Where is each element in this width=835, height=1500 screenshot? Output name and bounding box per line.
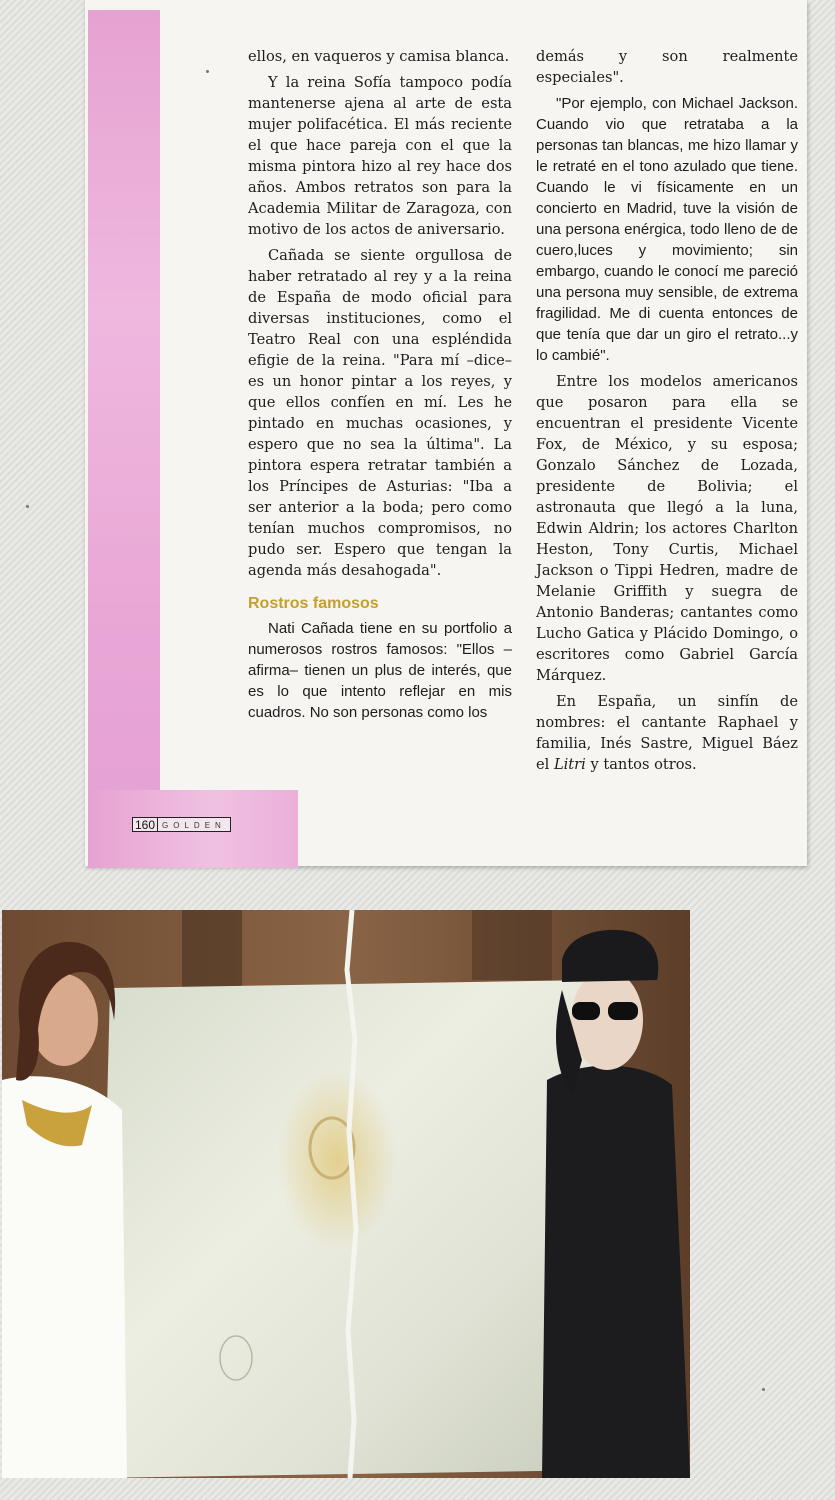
photo-painter-with-singer — [2, 910, 690, 1478]
dust-speck — [26, 505, 29, 508]
paragraph: Y la reina Sofía tampoco podía mantenerse ajena al arte de esta mujer polifacética. El más reciente el que hace pareja con el que la misma pintora hizo al rey hace dos años. Ambos retratos son para la Academia Militar de Zaragoza, con motivo de los actos de aniversario. — [248, 74, 512, 238]
text-run: y tantos otros. — [585, 756, 697, 773]
paragraph: Entre los modelos americanos que posaron para ella se encuentran el presidente Vicente Fox, de México, y su esposa; Gonzalo Sánchez de Lozada, presidente de Bolivia; el astronauta que llegó a la luna, Edwin Aldrin; los actores Charlton Heston, Tony Curtis, Michael Jackson o Tippi Hedren, madre de Melanie Griffith y suegra de Antonio Banderas; cantantes como Lucho Gatica y Plácido Domingo, o escritores como Gabriel García Márquez. — [536, 373, 798, 684]
page-folio — [132, 817, 231, 832]
magazine-name: GOLDEN — [157, 817, 231, 832]
paragraph: ellos, en vaqueros y camisa blanca. — [248, 48, 510, 65]
photo-illustration — [2, 910, 690, 1478]
paragraph: Cañada se siente orgullosa de haber retratado al rey y a la reina de España de modo oficial para diversas instituciones, como el Teatro Real con una espléndida efigie de la reina. "Para mí –dice– es un honor pintar a los reyes, y que ellos confíen en mí. Les he pintado en muchas ocasiones, y espero que no sea la última". La pintora espera retratar también a los Príncipes de Asturias: "Iba a ser anterior a la boda; pero como tenían muchos compromisos, no pudo ser. Espero que tengan la agenda más desahogada". — [248, 247, 512, 579]
section-heading: Rostros famosos — [248, 595, 379, 612]
pink-letter-l-stem — [88, 10, 160, 868]
page-number: 160 — [132, 817, 157, 832]
article-column-2 — [536, 46, 798, 775]
dust-speck — [206, 70, 209, 73]
paragraph: "Por ejemplo, con Michael Jackson. Cuando vio que retrataba a la personas tan blancas, me hizo llamar y le retraté en el tono azulado que tiene. Cuando le vi físicamente en un concierto en Madrid, tuve la visión de una persona enérgica, todo lleno de de cuero,luces y movimiento; sin embargo, cuando le conocí me pareció una persona muy sensible, de extrema fragilidad. Me di cuenta entonces de que tenía que dar un giro el retrato...y lo cambié". — [536, 95, 798, 364]
dust-speck — [762, 1388, 765, 1391]
text-run: En España, un sinfín de nombres: el cantante Raphael y familia, Inés Sastre, Miguel Báez el — [536, 693, 798, 773]
paragraph: demás y son realmente especiales". — [536, 48, 798, 86]
article-column-1 — [248, 46, 512, 723]
man-black-clothes — [542, 1066, 690, 1478]
paragraph: Nati Cañada tiene en su portfolio a numerosos rostros famosos: "Ellos –afirma– tienen un plus de interés, que es lo que intento reflejar en mis cuadros. No son personas como los — [248, 620, 512, 721]
wood-panel-shadow — [472, 910, 552, 980]
sunglasses-left — [572, 1002, 600, 1020]
italic-name: Litri — [553, 756, 586, 773]
paragraph — [536, 691, 798, 775]
painted-portrait-glow — [277, 1070, 397, 1250]
sunglasses-right — [608, 1002, 638, 1020]
